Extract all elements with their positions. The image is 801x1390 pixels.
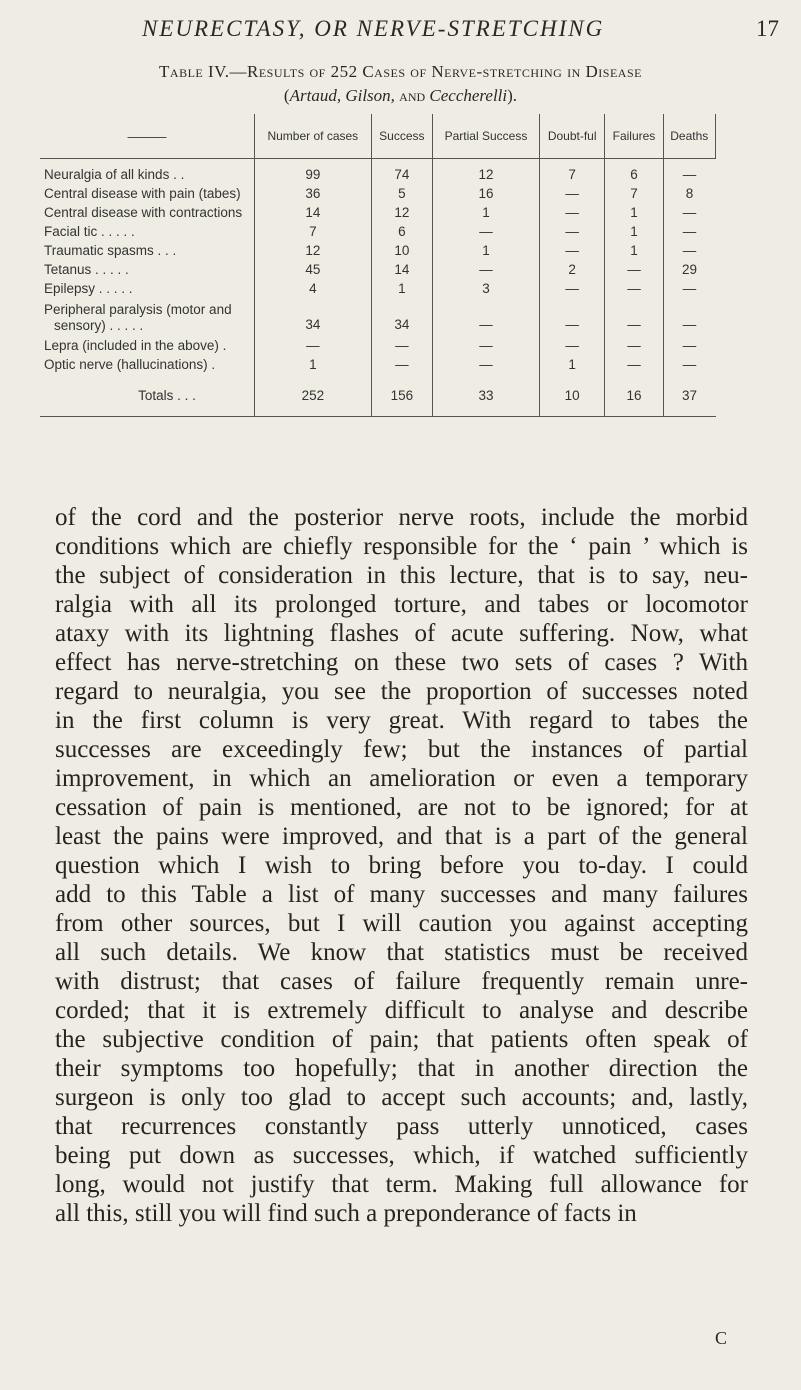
row-label: Central disease with contractions (44, 205, 243, 220)
table-cell: — (663, 241, 715, 260)
table-cell: — (605, 279, 663, 298)
table-cell: — (433, 260, 540, 279)
text-line: regard to neuralgia, you see the proportion of successes noted (55, 678, 748, 705)
table-cell: 14 (371, 260, 432, 279)
table-cell: — (433, 298, 540, 336)
row-label-line: Peripheral paralysis (motor and (44, 302, 232, 317)
table-cell: — (433, 336, 540, 355)
table-row (40, 336, 716, 355)
table-cell: — (539, 279, 604, 298)
table-cell: 1 (433, 203, 540, 222)
table-caption-sources: (Artaud, Gilson, and Ceccherelli). (283, 86, 518, 105)
table-cell: — (539, 184, 604, 203)
table-cell: — (539, 222, 604, 241)
table-row (40, 159, 716, 185)
table-cell: 3 (433, 279, 540, 298)
table-cell: 34 (371, 298, 432, 336)
page-number: 17 (756, 16, 779, 41)
row-label (40, 298, 255, 336)
table-cell: — (433, 222, 540, 241)
text-line: all this, still you will find such a preponderance of facts in (55, 1200, 637, 1227)
text-line: in the first column is very great. With regard to tabes the (55, 707, 748, 734)
text-line: of the cord and the posterior nerve roots, include the morbid (55, 504, 748, 531)
table-cell: 1 (605, 241, 663, 260)
table-cell: — (255, 336, 372, 355)
table-row (40, 355, 716, 374)
column-header: Number of cases (255, 114, 372, 159)
column-header: Deaths (663, 114, 715, 159)
table-cell: 1 (539, 355, 604, 374)
text-line: from other sources, but I will caution you against accepting (55, 910, 748, 937)
table-spacer-cell (255, 374, 372, 386)
table-spacer-cell (433, 374, 540, 386)
table-cell: — (663, 279, 715, 298)
table-row (40, 298, 716, 336)
table-spacer-row (40, 374, 716, 386)
table-header-row (40, 114, 716, 159)
row-label: Facial tic . . . . . (44, 224, 135, 239)
table-cell: 45 (255, 260, 372, 279)
table-cell: 7 (255, 222, 372, 241)
table-cell: 12 (371, 203, 432, 222)
text-line: ataxy with its lightning flashes of acute suffering. Now, what (55, 620, 748, 647)
totals-label: Totals . . . (40, 386, 255, 417)
column-header: Success (371, 114, 432, 159)
table-cell: 6 (371, 222, 432, 241)
table-cell: 74 (371, 159, 432, 185)
table-cell: 12 (255, 241, 372, 260)
table-cell: — (605, 336, 663, 355)
table-cell: 12 (433, 159, 540, 185)
running-head (0, 16, 801, 46)
table-cell: — (663, 336, 715, 355)
table-cell: 1 (605, 203, 663, 222)
table-cell: 1 (255, 355, 372, 374)
row-label-line: sensory) . . . . . (54, 318, 144, 333)
text-line: corded; that it is extremely difficult to analyse and describe (55, 997, 748, 1024)
text-line: their symptoms too hopefully; that in another direction the (55, 1055, 748, 1082)
table-row (40, 260, 716, 279)
table-spacer-cell (605, 374, 663, 386)
table-spacer-cell (40, 374, 255, 386)
table-cell: 4 (255, 279, 372, 298)
table-cell: — (539, 241, 604, 260)
table-cell: 10 (371, 241, 432, 260)
table-cell: 1 (433, 241, 540, 260)
text-line: all such details. We know that statistics must be received (55, 939, 748, 966)
table-cell: 5 (371, 184, 432, 203)
text-line: conditions which are chiefly responsible for the ‘ pain ’ which is (55, 533, 748, 560)
text-line: least the pains were improved, and that is a part of the general (55, 823, 748, 850)
row-label: Epilepsy . . . . . (44, 281, 133, 296)
table-spacer-cell (371, 374, 432, 386)
signature-mark: C (715, 1328, 728, 1348)
table-cell: 16 (433, 184, 540, 203)
table-spacer-cell (539, 374, 604, 386)
table-row (40, 279, 716, 298)
text-line: that recurrences constantly pass utterly unnoticed, cases (55, 1113, 748, 1140)
table-cell: 6 (605, 159, 663, 185)
table-cell: — (663, 203, 715, 222)
text-line: effect has nerve-stretching on these two sets of cases ? With (55, 649, 748, 676)
text-line: being put down as successes, which, if watched sufficiently (55, 1142, 748, 1169)
table-cell: 2 (539, 260, 604, 279)
table-cell: — (539, 203, 604, 222)
text-line: successes are exceedingly few; but the instances of partial (55, 736, 748, 763)
row-label: Tetanus . . . . . (44, 262, 129, 277)
text-line: add to this Table a list of many successes and many failures (55, 881, 748, 908)
row-label: Traumatic spasms . . . (44, 243, 177, 258)
table-cell: — (539, 336, 604, 355)
column-header: Partial Success (433, 114, 540, 159)
table-cell: — (605, 260, 663, 279)
table-row (40, 222, 716, 241)
table-row (40, 184, 716, 203)
column-header: Doubt-ful (539, 114, 604, 159)
table-row (40, 241, 716, 260)
totals-cell: 33 (433, 386, 540, 417)
table-cell: — (605, 355, 663, 374)
text-line: ralgia with all its prolonged torture, and tabes or locomotor (55, 591, 748, 618)
table-cell: 29 (663, 260, 715, 279)
running-title: NEURECTASY, OR NERVE-STRETCHING (142, 16, 605, 41)
table-cell: — (663, 222, 715, 241)
body-text (55, 503, 748, 1228)
column-header: Failures (605, 114, 663, 159)
table-cell: — (371, 336, 432, 355)
text-line: question which I wish to bring before you to-day. I could (55, 852, 748, 879)
text-line: improvement, in which an amelioration or even a temporary (55, 765, 748, 792)
column-header: ——— (40, 114, 255, 159)
row-label: Optic nerve (hallucinations) . (44, 357, 216, 372)
text-line: the subject of consideration in this lecture, that is to say, neu- (55, 562, 748, 589)
table-cell: 7 (605, 184, 663, 203)
table-cell: — (663, 355, 715, 374)
table-cell: 34 (255, 298, 372, 336)
table-cell: — (371, 355, 432, 374)
text-line: cessation of pain is mentioned, are not to be ignored; for at (55, 794, 748, 821)
table-cell: 36 (255, 184, 372, 203)
totals-cell: 10 (539, 386, 604, 417)
row-label: Central disease with pain (tabes) (44, 186, 241, 201)
table-spacer-cell (663, 374, 715, 386)
table-cell: 1 (605, 222, 663, 241)
table-cell: 1 (371, 279, 432, 298)
table-cell: — (605, 298, 663, 336)
table-cell: — (433, 355, 540, 374)
table-cell: 14 (255, 203, 372, 222)
table-cell: — (663, 298, 715, 336)
table-row (40, 203, 716, 222)
row-label: Lepra (included in the above) . (44, 338, 227, 353)
totals-cell: 16 (605, 386, 663, 417)
totals-cell: 156 (371, 386, 432, 417)
text-line: the subjective condition of pain; that patients often speak of (55, 1026, 748, 1053)
text-line: long, would not justify that term. Making full allowance for (55, 1171, 748, 1198)
totals-row (40, 386, 716, 417)
text-line: with distrust; that cases of failure frequently remain unre- (55, 968, 748, 995)
row-label: Neuralgia of all kinds . . (44, 167, 185, 182)
table-cell: 99 (255, 159, 372, 185)
totals-cell: 37 (663, 386, 715, 417)
table-cell: 7 (539, 159, 604, 185)
table-cell: — (663, 159, 715, 185)
totals-cell: 252 (255, 386, 372, 417)
text-line: surgeon is only too glad to accept such accounts; and, lastly, (55, 1084, 748, 1111)
results-table (40, 114, 716, 417)
table-cell: 8 (663, 184, 715, 203)
table-cell: — (539, 298, 604, 336)
table-caption: Table IV.—Results of 252 Cases of Nerve-stretching in Disease (159, 62, 642, 81)
